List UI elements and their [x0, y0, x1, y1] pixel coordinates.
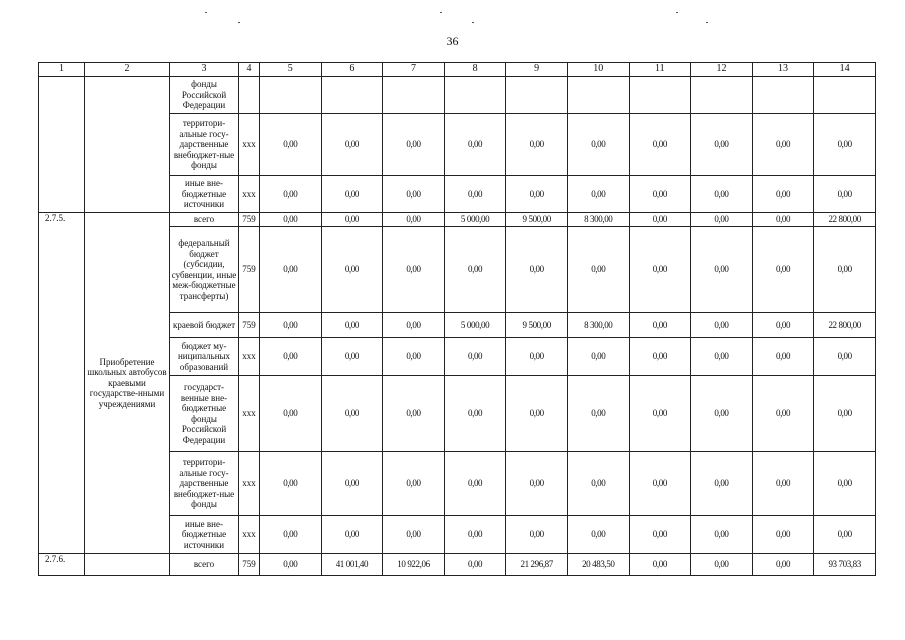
value-cell: 0,00: [814, 227, 876, 313]
value-cell: 0,00: [383, 227, 445, 313]
table-row: [39, 554, 876, 576]
value-cell: 8 300,00: [567, 313, 629, 338]
value-cell: 0,00: [260, 114, 322, 176]
column-header: 12: [691, 63, 753, 77]
column-header: 11: [629, 63, 691, 77]
value-cell: 0,00: [567, 114, 629, 176]
value-cell: 93 703,83: [814, 554, 876, 576]
value-cell: 0,00: [506, 338, 568, 376]
value-cell: [506, 77, 568, 114]
table-row: [39, 213, 876, 227]
value-cell: 0,00: [260, 338, 322, 376]
value-cell: 0,00: [752, 516, 814, 554]
value-cell: 0,00: [444, 376, 506, 452]
funding-source: государст-венные вне-бюджетные фонды Российской Федерации: [170, 376, 239, 452]
value-cell: [814, 77, 876, 114]
funding-source: территори-альные госу-дарственные внебюджет-ные фонды: [170, 452, 239, 516]
value-cell: 0,00: [629, 176, 691, 213]
value-cell: 0,00: [444, 338, 506, 376]
value-cell: 0,00: [691, 554, 753, 576]
value-cell: 0,00: [321, 516, 383, 554]
scan-mark: [676, 12, 678, 13]
value-cell: 0,00: [691, 338, 753, 376]
value-cell: 0,00: [691, 516, 753, 554]
value-cell: 0,00: [814, 376, 876, 452]
value-cell: 0,00: [444, 114, 506, 176]
item-number: 2.7.6.: [39, 554, 85, 576]
column-header: 3: [170, 63, 239, 77]
value-cell: 0,00: [321, 114, 383, 176]
scan-mark: [706, 22, 708, 23]
value-cell: 0,00: [752, 227, 814, 313]
column-header: 5: [260, 63, 322, 77]
column-header: 10: [567, 63, 629, 77]
value-cell: 0,00: [383, 313, 445, 338]
scan-mark: [440, 12, 442, 13]
value-cell: [629, 77, 691, 114]
value-cell: 0,00: [691, 176, 753, 213]
value-cell: 0,00: [567, 338, 629, 376]
funding-source: краевой бюджет: [170, 313, 239, 338]
value-cell: 0,00: [506, 176, 568, 213]
column-header: 6: [321, 63, 383, 77]
value-cell: 0,00: [260, 227, 322, 313]
scan-mark: [238, 22, 240, 23]
value-cell: 0,00: [629, 338, 691, 376]
value-cell: 0,00: [752, 554, 814, 576]
value-cell: 0,00: [506, 516, 568, 554]
value-cell: 41 001,40: [321, 554, 383, 576]
value-cell: 0,00: [691, 213, 753, 227]
item-number: [39, 77, 85, 213]
value-cell: 0,00: [814, 114, 876, 176]
value-cell: 0,00: [321, 176, 383, 213]
value-cell: 0,00: [383, 213, 445, 227]
value-cell: [321, 77, 383, 114]
value-cell: 0,00: [383, 114, 445, 176]
page-number: 36: [446, 34, 459, 48]
value-cell: 0,00: [383, 516, 445, 554]
value-cell: 8 300,00: [567, 213, 629, 227]
value-cell: 0,00: [321, 338, 383, 376]
value-cell: 0,00: [629, 516, 691, 554]
value-cell: 0,00: [691, 313, 753, 338]
budget-code: ххх: [239, 176, 260, 213]
value-cell: 20 483,50: [567, 554, 629, 576]
value-cell: 0,00: [752, 452, 814, 516]
value-cell: 0,00: [629, 554, 691, 576]
column-header: 14: [814, 63, 876, 77]
value-cell: 0,00: [814, 452, 876, 516]
value-cell: 22 800,00: [814, 213, 876, 227]
budget-code: ххх: [239, 114, 260, 176]
value-cell: 0,00: [629, 114, 691, 176]
value-cell: 0,00: [444, 227, 506, 313]
value-cell: 0,00: [752, 114, 814, 176]
value-cell: 0,00: [691, 376, 753, 452]
funding-source: иные вне-бюджетные источники: [170, 176, 239, 213]
value-cell: [260, 77, 322, 114]
item-name: Приобретение школьных автобусов краевыми государстве-нными учреждениями: [85, 213, 170, 554]
value-cell: 0,00: [506, 376, 568, 452]
value-cell: 10 922,06: [383, 554, 445, 576]
value-cell: 0,00: [629, 213, 691, 227]
value-cell: 0,00: [321, 213, 383, 227]
value-cell: 0,00: [444, 452, 506, 516]
value-cell: 0,00: [383, 376, 445, 452]
value-cell: 0,00: [752, 376, 814, 452]
item-number: 2.7.5.: [39, 213, 85, 554]
value-cell: 0,00: [383, 176, 445, 213]
budget-code: 759: [239, 213, 260, 227]
value-cell: 0,00: [260, 213, 322, 227]
value-cell: 0,00: [752, 213, 814, 227]
budget-code: ххх: [239, 516, 260, 554]
budget-code: ххх: [239, 452, 260, 516]
value-cell: 0,00: [629, 313, 691, 338]
value-cell: 0,00: [567, 176, 629, 213]
value-cell: 0,00: [260, 376, 322, 452]
value-cell: 5 000,00: [444, 313, 506, 338]
column-header: 13: [752, 63, 814, 77]
value-cell: 21 296,87: [506, 554, 568, 576]
value-cell: 22 800,00: [814, 313, 876, 338]
value-cell: 0,00: [814, 516, 876, 554]
value-cell: 9 500,00: [506, 213, 568, 227]
value-cell: 0,00: [752, 338, 814, 376]
value-cell: 0,00: [383, 452, 445, 516]
column-number-row: [39, 63, 876, 77]
column-header: 1: [39, 63, 85, 77]
value-cell: 0,00: [260, 452, 322, 516]
column-header: 9: [506, 63, 568, 77]
value-cell: 0,00: [629, 227, 691, 313]
budget-code: 759: [239, 227, 260, 313]
value-cell: 0,00: [814, 176, 876, 213]
column-header: 2: [85, 63, 170, 77]
value-cell: [567, 77, 629, 114]
budget-code: 759: [239, 313, 260, 338]
scan-mark: [205, 12, 207, 13]
funding-source: иные вне-бюджетные источники: [170, 516, 239, 554]
scan-mark: [472, 22, 474, 23]
value-cell: 0,00: [260, 516, 322, 554]
funding-source: всего: [170, 213, 239, 227]
value-cell: 0,00: [567, 376, 629, 452]
value-cell: 0,00: [260, 313, 322, 338]
value-cell: 0,00: [260, 554, 322, 576]
value-cell: [383, 77, 445, 114]
value-cell: 0,00: [383, 338, 445, 376]
column-header: 8: [444, 63, 506, 77]
value-cell: [752, 77, 814, 114]
item-name: [85, 554, 170, 576]
value-cell: 9 500,00: [506, 313, 568, 338]
table-row: [39, 77, 876, 114]
budget-code: 759: [239, 554, 260, 576]
value-cell: 0,00: [444, 554, 506, 576]
budget-table: [38, 62, 876, 576]
value-cell: 0,00: [321, 313, 383, 338]
funding-source: всего: [170, 554, 239, 576]
value-cell: 0,00: [691, 452, 753, 516]
value-cell: 0,00: [567, 452, 629, 516]
funding-source: территори-альные госу-дарственные внебюджет-ные фонды: [170, 114, 239, 176]
value-cell: 0,00: [506, 114, 568, 176]
value-cell: 0,00: [567, 516, 629, 554]
budget-code: [239, 77, 260, 114]
value-cell: 0,00: [444, 176, 506, 213]
funding-source: федеральный бюджет (субсидии, субвенции, иные меж-бюджетные трансферты): [170, 227, 239, 313]
value-cell: 0,00: [814, 338, 876, 376]
value-cell: 0,00: [567, 227, 629, 313]
value-cell: 0,00: [691, 227, 753, 313]
value-cell: 0,00: [444, 516, 506, 554]
value-cell: 0,00: [321, 452, 383, 516]
funding-source: фонды Российской Федерации: [170, 77, 239, 114]
budget-code: ххх: [239, 376, 260, 452]
value-cell: 0,00: [260, 176, 322, 213]
value-cell: 0,00: [321, 227, 383, 313]
column-header: 7: [383, 63, 445, 77]
value-cell: 5 000,00: [444, 213, 506, 227]
value-cell: 0,00: [629, 376, 691, 452]
value-cell: 0,00: [506, 227, 568, 313]
value-cell: 0,00: [691, 114, 753, 176]
value-cell: 0,00: [506, 452, 568, 516]
value-cell: 0,00: [629, 452, 691, 516]
value-cell: 0,00: [321, 376, 383, 452]
value-cell: [691, 77, 753, 114]
budget-code: ххх: [239, 338, 260, 376]
item-name: [85, 77, 170, 213]
funding-source: бюджет му-ниципальных образований: [170, 338, 239, 376]
value-cell: 0,00: [752, 313, 814, 338]
column-header: 4: [239, 63, 260, 77]
value-cell: 0,00: [752, 176, 814, 213]
value-cell: [444, 77, 506, 114]
